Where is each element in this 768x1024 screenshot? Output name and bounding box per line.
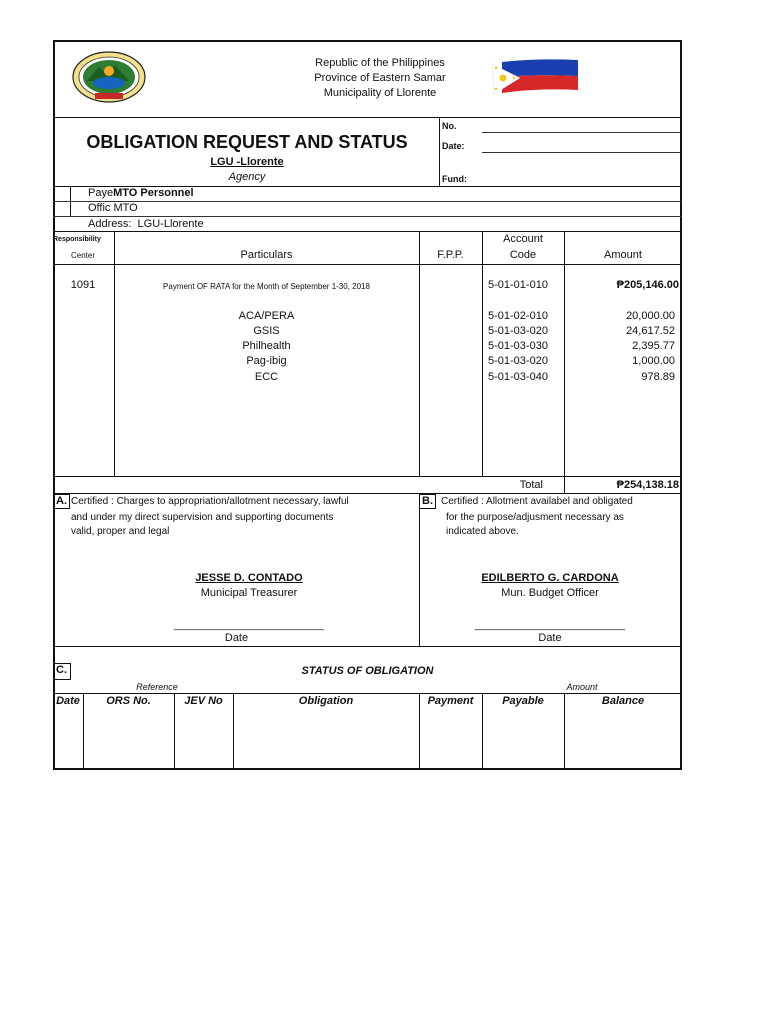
header-amount: Amount	[604, 249, 642, 261]
divider	[53, 231, 682, 232]
item-code: 5-01-03-040	[488, 371, 548, 383]
total-label: Total	[519, 479, 543, 491]
fund-label: Fund:	[442, 174, 467, 184]
address-row	[88, 218, 204, 230]
item-amount: 20,000.00	[626, 310, 675, 322]
item-code: 5-01-02-010	[488, 310, 548, 322]
item-particular: ECC	[254, 371, 279, 383]
cert-a-signatory-position: Municipal Treasurer	[200, 587, 298, 599]
item-particular: Philhealth	[242, 340, 291, 352]
cert-a-line1: Certified : Charges to appropriation/allotment necessary, lawful	[71, 496, 349, 507]
divider	[419, 493, 420, 646]
cert-b-signatory-name: EDILBERTO G. CARDONA	[481, 572, 619, 584]
divider	[53, 216, 682, 217]
item-particular: GSIS	[253, 325, 280, 337]
cert-b-line3: indicated above.	[446, 526, 519, 537]
header-line-province: Province of Eastern Samar	[314, 72, 446, 84]
agency-label: Agency	[228, 171, 266, 183]
amount-label: Amount	[566, 682, 598, 692]
cert-b-mark: B.	[419, 494, 436, 509]
cert-a-line2: and under my direct supervision and supporting documents	[71, 512, 334, 523]
office-row	[88, 202, 138, 214]
cert-b-date-line[interactable]: ___________________________	[474, 620, 626, 631]
date-input-line[interactable]	[482, 152, 680, 153]
header-center: Center	[70, 251, 95, 260]
item-particular: ACA/PERA	[238, 310, 295, 322]
header-line-republic: Republic of the Philippines	[315, 57, 445, 69]
divider	[439, 117, 440, 186]
status-col-payment: Payment	[427, 695, 474, 707]
status-col-obligation: Obligation	[298, 695, 354, 707]
office-value: MTO	[113, 202, 138, 214]
cert-b-date-label: Date	[538, 632, 562, 644]
divider	[53, 493, 682, 494]
total-amount: ₱254,138.18	[616, 479, 679, 491]
payee-row	[88, 187, 194, 199]
address-label: Address:	[88, 218, 132, 230]
municipal-seal-icon	[71, 51, 147, 103]
date-label: Date:	[442, 141, 465, 151]
header-fpp: F.P.P.	[437, 249, 464, 261]
lgu-name: LGU -Llorente	[210, 156, 284, 168]
payee-value: MTO Personnel	[113, 187, 194, 199]
header-line-municipality: Municipality of Llorente	[323, 87, 437, 99]
cert-a-date-line[interactable]: ___________________________	[173, 620, 325, 631]
divider	[53, 693, 682, 694]
item-code: 5-01-03-030	[488, 340, 548, 352]
cert-b-line2: for the purpose/adjusment necessary as	[446, 512, 624, 523]
divider	[53, 476, 682, 477]
status-title: STATUS OF OBLIGATION	[301, 665, 434, 677]
row-code: 5-01-01-010	[488, 279, 548, 291]
row-particulars: Payment OF RATA for the Month of September 1-30, 2018	[163, 282, 370, 291]
divider	[53, 646, 682, 647]
philippine-flag-icon	[492, 56, 582, 96]
item-amount: 1,000.00	[632, 355, 675, 367]
no-input-line[interactable]	[482, 132, 680, 133]
cert-a-signatory-name: JESSE D. CONTADO	[195, 572, 303, 584]
cert-a-date-label: Date	[224, 632, 249, 644]
item-amount: 2,395.77	[632, 340, 675, 352]
column-divider	[419, 231, 420, 476]
reference-label: Reference	[136, 682, 178, 692]
column-divider	[114, 231, 115, 476]
divider	[53, 117, 682, 118]
item-code: 5-01-03-020	[488, 355, 548, 367]
row-amount: ₱205,146.00	[616, 279, 679, 291]
status-col-jev: JEV No	[184, 695, 223, 707]
row-center: 1091	[70, 279, 96, 291]
form-title: OBLIGATION REQUEST AND STATUS	[86, 132, 408, 152]
item-amount: 24,617.52	[626, 325, 675, 337]
cert-a-mark: A.	[53, 494, 70, 509]
cert-b-line1: Certified : Allotment availabel and obligated	[441, 496, 633, 507]
item-code: 5-01-03-020	[488, 325, 548, 337]
office-label: Offic	[88, 202, 111, 214]
status-col-balance: Balance	[601, 695, 645, 707]
cert-b-signatory-position: Mun. Budget Officer	[501, 587, 599, 599]
header-account: Account	[503, 233, 543, 245]
item-amount: 978.89	[641, 371, 675, 383]
divider	[53, 264, 682, 265]
address-value: LGU-Llorente	[137, 218, 204, 230]
payee-label: Paye	[88, 187, 114, 199]
status-col-ors: ORS No.	[106, 695, 151, 707]
status-mark: C.	[53, 663, 71, 680]
divider	[53, 201, 682, 202]
status-col-date: Date	[56, 695, 80, 707]
column-divider	[482, 231, 483, 476]
header-code: Code	[509, 249, 537, 261]
header-responsibility: Responsibility	[53, 236, 101, 243]
item-particular: Pag-ibig	[246, 355, 287, 367]
header-particulars: Particulars	[240, 249, 293, 261]
cert-a-line3: valid, proper and legal	[71, 526, 170, 537]
no-label: No.	[442, 121, 457, 131]
status-col-payable: Payable	[502, 695, 544, 707]
